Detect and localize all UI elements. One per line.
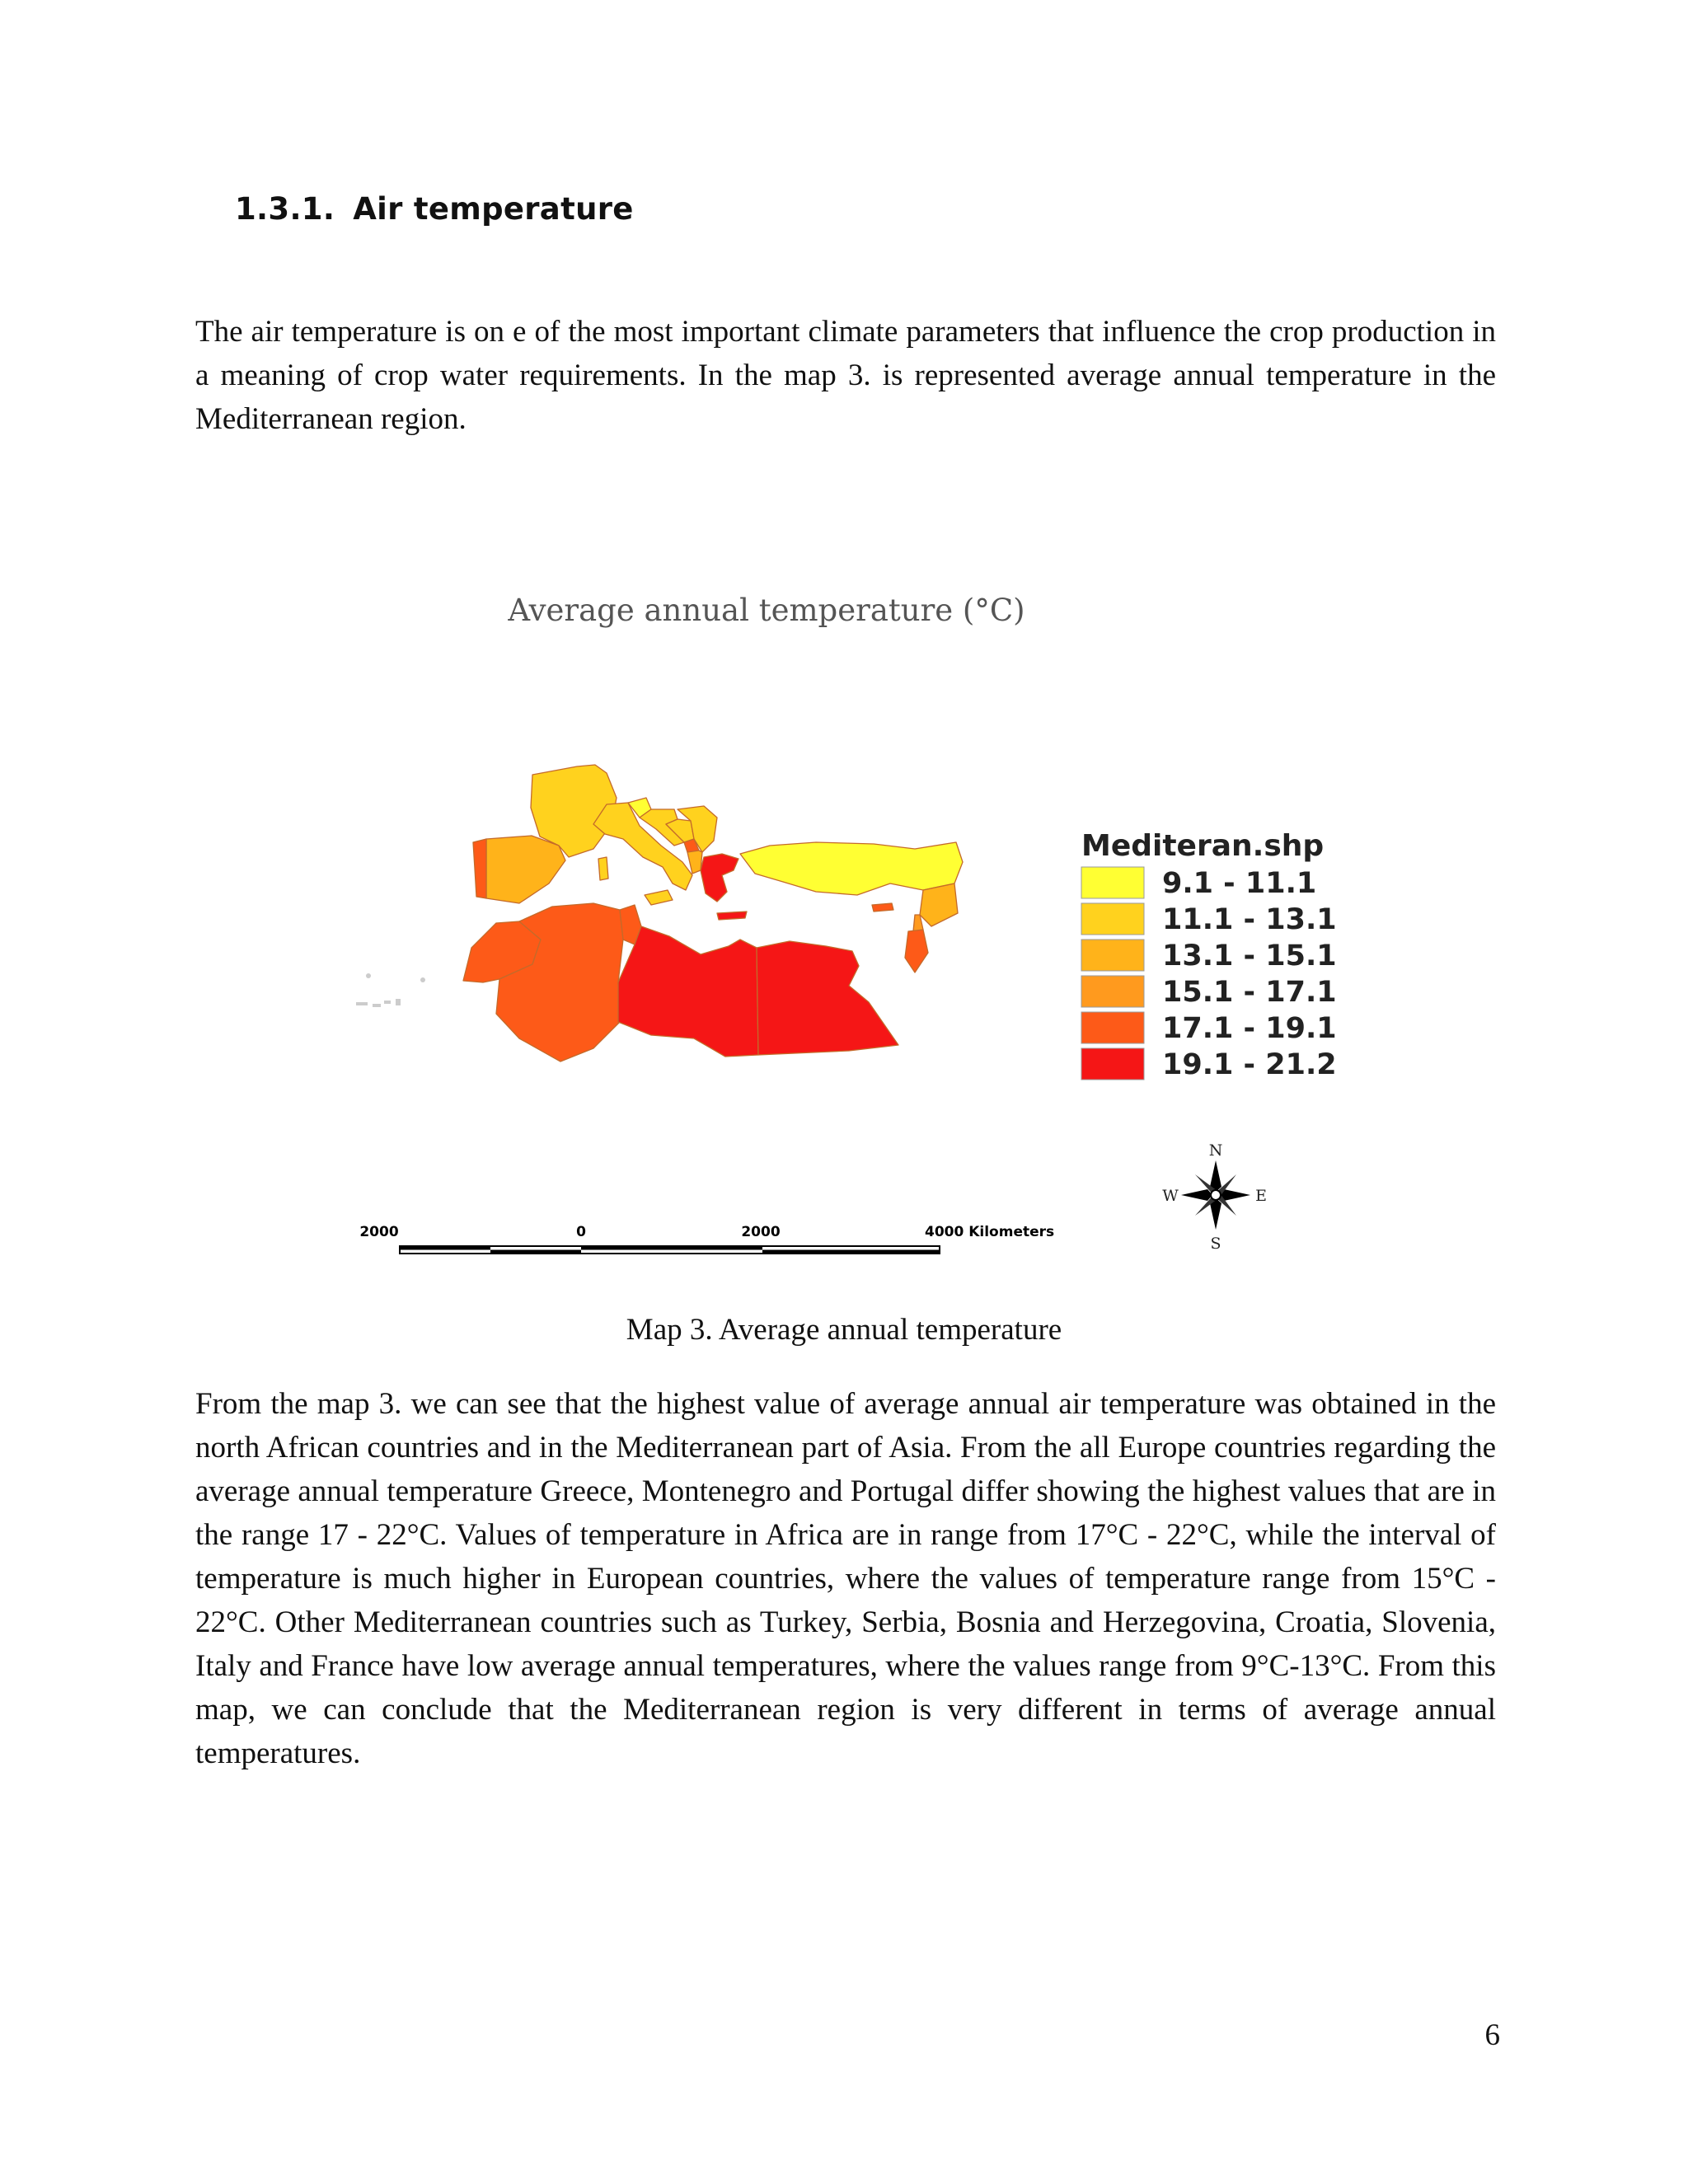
temperature-map-figure [354, 577, 1376, 1286]
map-caption: Map 3. Average annual temperature [626, 1313, 1062, 1347]
region-albania [687, 851, 702, 874]
legend-label: 15.1 - 17.1 [1162, 976, 1337, 1009]
legend-swatch [1081, 867, 1144, 898]
legend-swatch [1081, 1048, 1144, 1080]
legend-swatch [1081, 976, 1144, 1007]
legend-swatch [1081, 903, 1144, 935]
compass-west: W [1162, 1187, 1179, 1205]
legend-label: 19.1 - 21.2 [1162, 1048, 1337, 1081]
section-heading [235, 191, 634, 227]
region-spain [486, 836, 565, 903]
region-syria [920, 883, 958, 926]
temperature-map [354, 577, 1376, 1286]
region-sicily [645, 890, 673, 905]
scale-label-mid: 2000 [741, 1224, 781, 1240]
scale-label-left: 2000 [359, 1224, 399, 1240]
region-portugal [473, 839, 486, 898]
legend-label: 11.1 - 13.1 [1162, 903, 1337, 936]
legend-swatch [1081, 940, 1144, 971]
region-sardinia [598, 857, 608, 880]
compass-east: E [1255, 1187, 1267, 1205]
region-libya [618, 926, 758, 1057]
legend-title: Mediteran.shp [1081, 829, 1325, 863]
legend-items [1081, 867, 1337, 1081]
region-crete [717, 912, 747, 920]
compass-north: N [1208, 1141, 1223, 1160]
scale-label-zero: 0 [576, 1224, 586, 1240]
scale-label-right: 4000 Kilometers [925, 1224, 1055, 1240]
map-regions [463, 765, 963, 1062]
region-egypt [757, 941, 898, 1055]
section-number: 1.3.1. [235, 191, 335, 227]
map-legend [1081, 829, 1337, 1081]
region-israel [905, 930, 928, 972]
analysis-paragraph: From the map 3. we can see that the highest value of average annual air temperature was obtained in the north African countries and in the Mediterranean part of Asia. From the all Europe countries regarding the average annual temperature Greece, Montenegro and Portugal differ showing the highest values that are in the range 17 - 22°C. Values of temperature in Africa are in range from 17°C - 22°C, while the interval of temperature is much higher in European countries, where the values of temperature range from 15°C - 22°C. Other Mediterranean countries such as Turkey, Serbia, Bosnia and Herzegovina, Croatia, Slovenia, Italy and France have low average annual temperatures, where the values range from 9°C-13°C. From this map, we can conclude that the Mediterranean region is very different in terms of average annual temperatures. [195, 1387, 1496, 1770]
north-arrow-icon [1162, 1141, 1267, 1253]
compass-south: S [1210, 1235, 1221, 1253]
page-number: 6 [1484, 2018, 1500, 2052]
intro-paragraph: The air temperature is on e of the most important climate parameters that influence the crop production in a meaning of crop water requirements. In the map 3. is represented average annual temperature in the Mediterranean region. [195, 315, 1496, 436]
legend-label: 17.1 - 19.1 [1162, 1012, 1337, 1045]
section-title: Air temperature [353, 191, 634, 227]
scale-bar [359, 1224, 1054, 1254]
legend-swatch [1081, 1012, 1144, 1043]
region-cyprus [872, 903, 893, 912]
legend-label: 9.1 - 11.1 [1162, 867, 1317, 900]
map-title: Average annual temperature (°C) [508, 593, 1025, 628]
legend-label: 13.1 - 15.1 [1162, 940, 1337, 972]
region-turkey [740, 842, 963, 895]
map-islands [356, 973, 425, 1007]
region-greece [701, 854, 738, 902]
